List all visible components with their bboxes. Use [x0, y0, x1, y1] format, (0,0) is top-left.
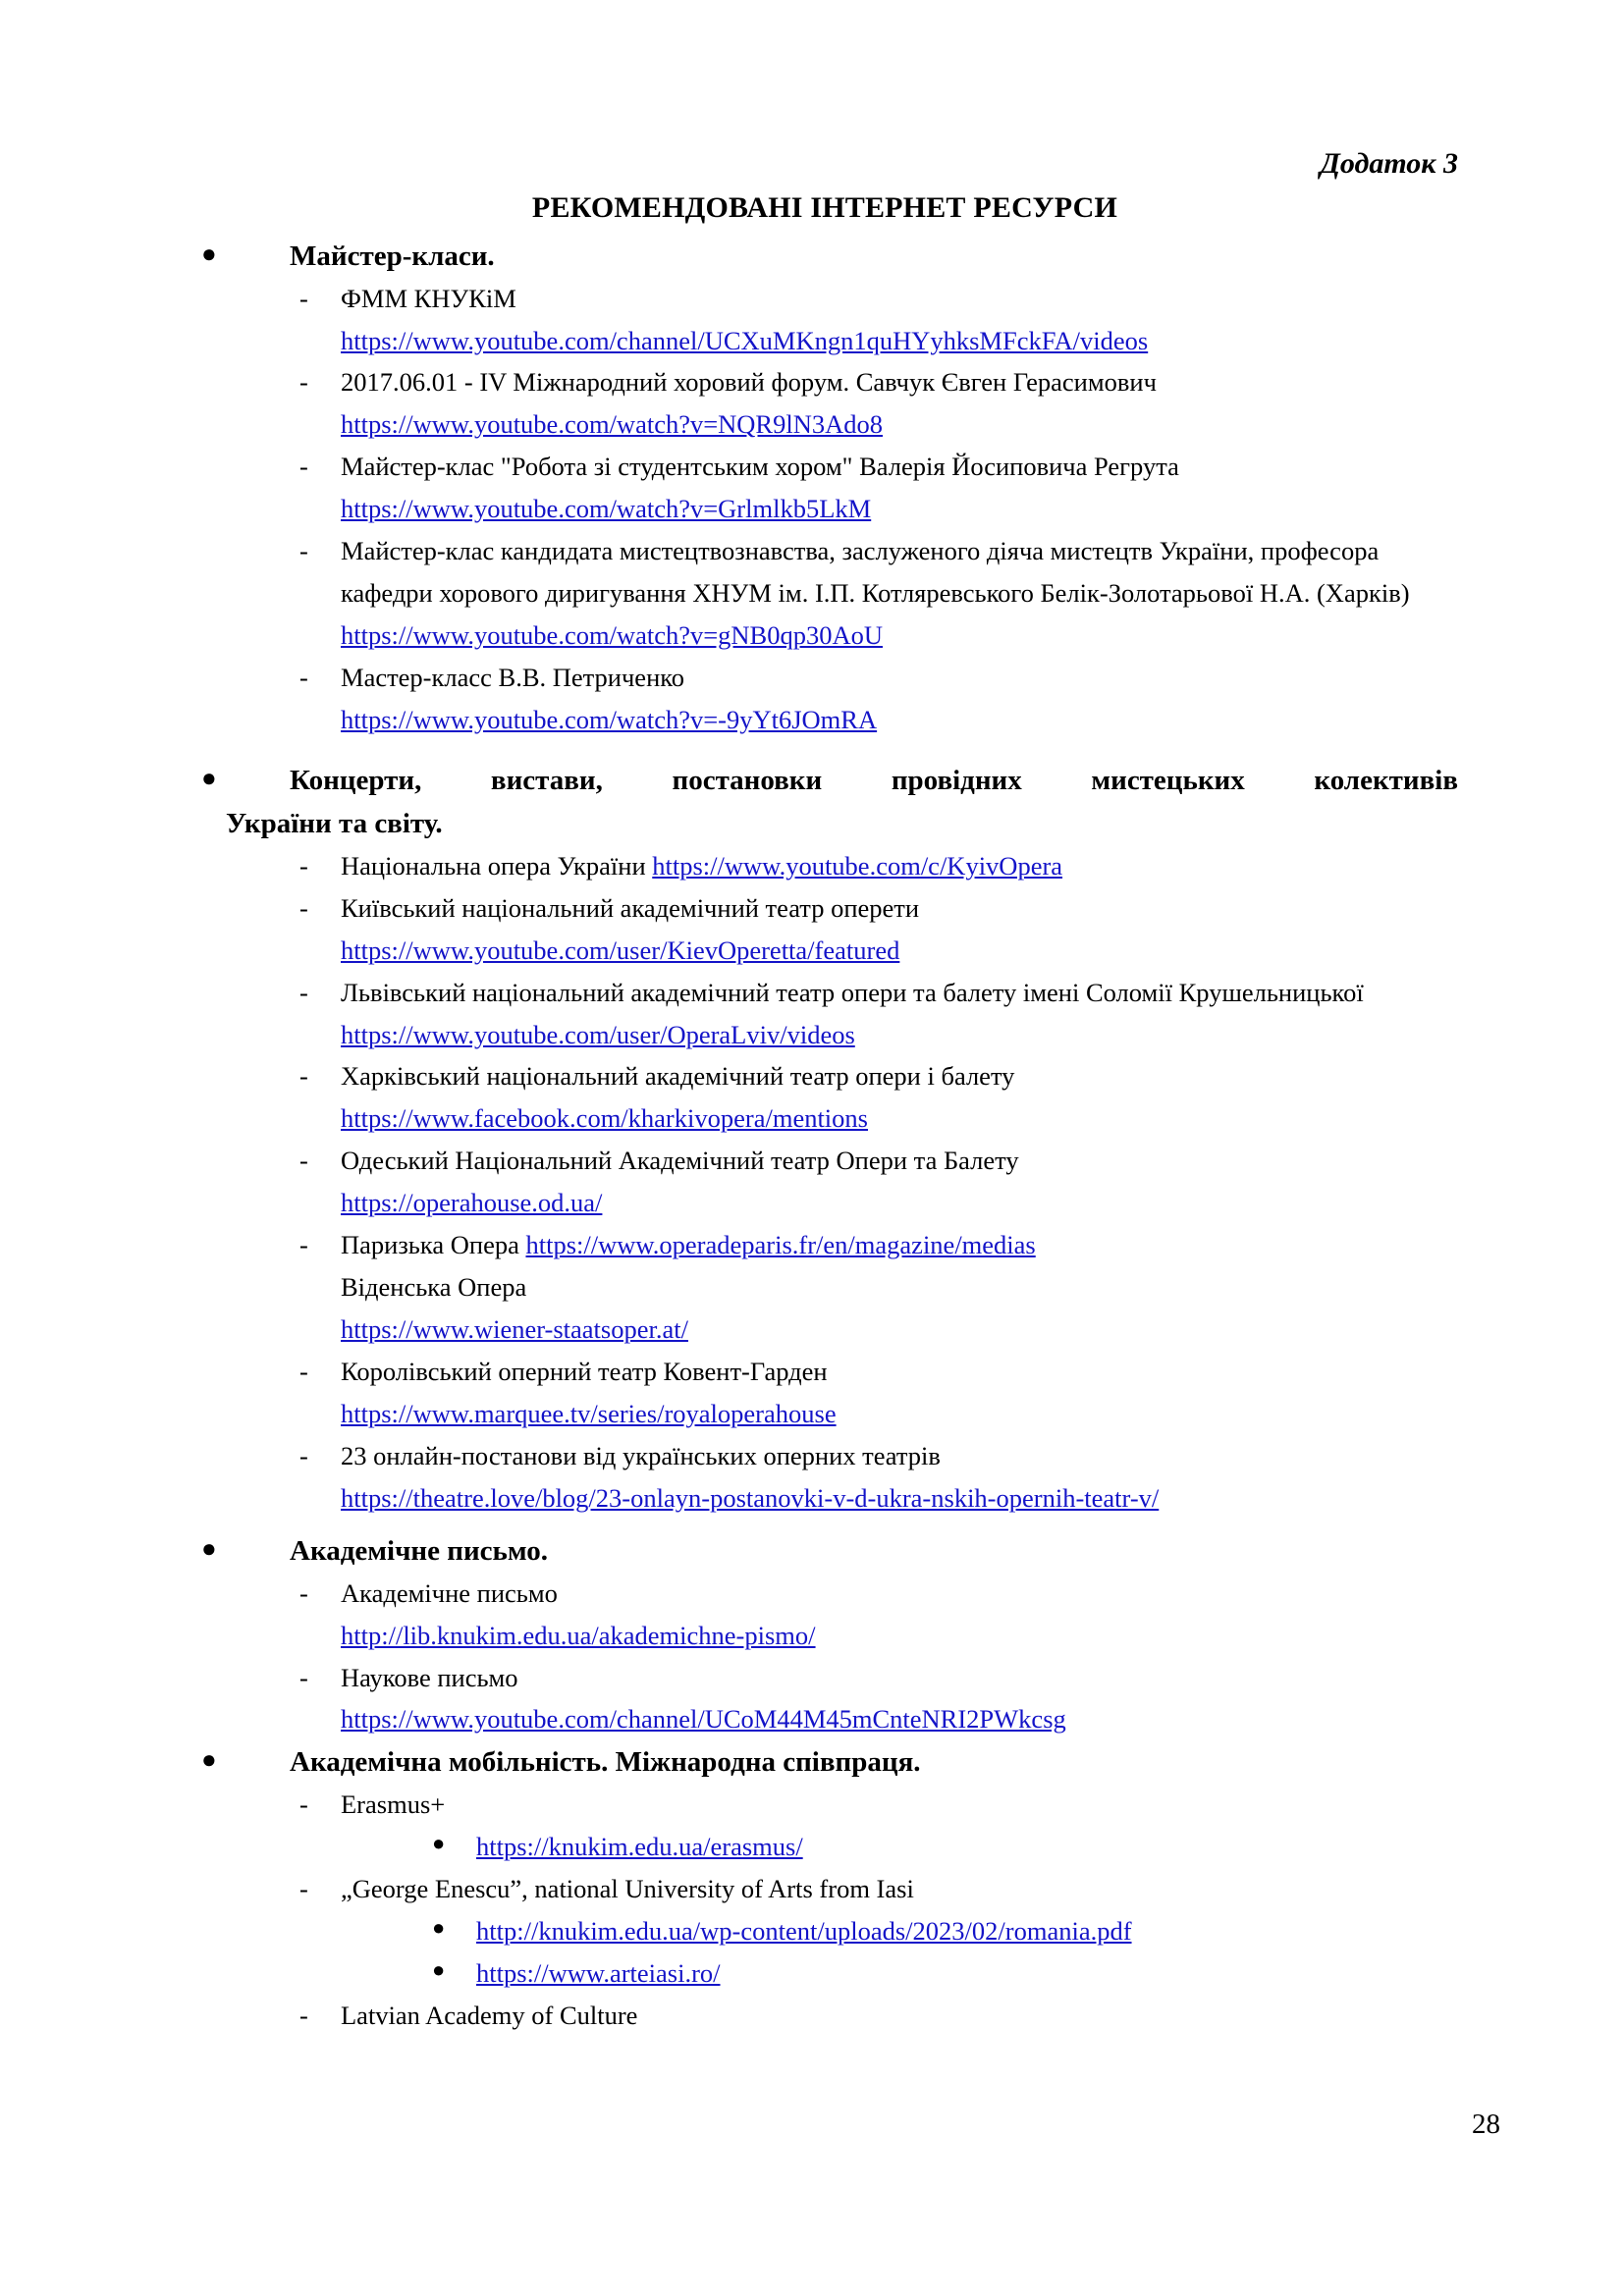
dash-icon: - — [299, 1662, 308, 1692]
list-item-link[interactable]: https://www.youtube.com/c/KyivOpera — [652, 850, 1063, 881]
list-item-label: Львівський національний академічний театр опери та балету імені Соломії Крушельницької — [341, 977, 1364, 1007]
dash-icon: - — [299, 850, 308, 881]
list-item — [191, 278, 1458, 362]
list-item — [191, 1573, 1458, 1657]
bullet-icon: ● — [201, 763, 217, 792]
list-item — [191, 1351, 1458, 1435]
list-item — [191, 1435, 1458, 1520]
sub-list-item-link[interactable]: http://knukim.edu.ua/wp-content/uploads/2023/02/romania.pdf — [476, 1916, 1132, 1947]
list-item-label: „George Enescu”, national University of Arts from Iasi — [341, 1874, 914, 1904]
section-heading-label: Майстер-класи. — [290, 240, 495, 272]
list-item — [191, 972, 1458, 1056]
list-item-label: Академічне письмо — [341, 1577, 558, 1608]
sub-list-item-link[interactable]: https://knukim.edu.ua/erasmus/ — [476, 1832, 803, 1862]
dash-icon: - — [299, 1874, 308, 1904]
dash-icon: - — [299, 1440, 308, 1470]
list-item-link[interactable]: https://www.youtube.com/watch?v=Grlmlkb5LkM — [341, 494, 872, 524]
page-content — [191, 147, 1458, 2037]
dash-icon: - — [299, 892, 308, 923]
list-item — [191, 1995, 1458, 2037]
dash-icon: - — [299, 1789, 308, 1820]
section-heading-masterclasses — [191, 235, 1458, 278]
list-item-link[interactable]: https://www.youtube.com/watch?v=NQR9lN3Ado8 — [341, 409, 883, 440]
list-item — [191, 361, 1458, 446]
list-item-label: Мастер-класс В.В. Петриченко — [341, 662, 685, 692]
dash-icon: - — [299, 452, 308, 482]
list-item-link[interactable]: https://www.youtube.com/user/OperaLviv/videos — [341, 1019, 855, 1049]
list-item-link[interactable]: https://www.operadeparis.fr/en/magazine/medias — [525, 1230, 1036, 1260]
section-heading-label-line2: України та світу. — [226, 807, 443, 839]
list-item-label: Майстер-клас кандидата мистецтвознавства, заслуженого діяча мистецтв України, професора кафедри хорового диригування ХНУМ ім. І.П. Котляревського Белік-Золотарьової Н.А. (Харків) — [341, 536, 1410, 609]
list-item-label: Latvian Academy of Culture — [341, 2001, 638, 2031]
list-item — [191, 657, 1458, 741]
sub-list-item — [191, 1826, 1458, 1868]
list-item-link[interactable]: https://www.youtube.com/user/KievOperetta/featured — [341, 934, 900, 965]
list-item-link[interactable]: https://www.youtube.com/channel/UCoM44M45mCnteNRI2PWkcsg — [341, 1704, 1066, 1735]
list-item-link[interactable]: https://www.marquee.tv/series/royaloperahouse — [341, 1398, 837, 1428]
sub-bullet-icon: ● — [432, 1915, 446, 1941]
dash-icon: - — [299, 283, 308, 313]
list-item-row — [341, 1224, 1458, 1266]
list-item-label: Національна опера України — [341, 850, 653, 881]
list-item-link[interactable]: https://www.facebook.com/kharkivopera/mentions — [341, 1103, 868, 1134]
list-item-link[interactable]: https://theatre.love/blog/23-onlayn-postanovki-v-d-ukra-nskih-opernih-teatr-v/ — [341, 1482, 1160, 1513]
list-item-row — [341, 972, 1458, 1056]
list-item-label: Паризька Опера — [341, 1230, 526, 1260]
list-item-label: 23 онлайн-постанови від українських оперних театрів — [341, 1440, 941, 1470]
list-item-label: Одеський Національний Академічний театр Опери та Балету — [341, 1146, 1019, 1176]
list-item-link[interactable]: https://www.youtube.com/watch?v=-9yYt6JOmRA — [341, 704, 878, 734]
list-item — [191, 1055, 1458, 1140]
page-number: 28 — [1472, 2109, 1500, 2140]
list-item-link[interactable]: http://lib.knukim.edu.ua/akademichne-pismo/ — [341, 1620, 816, 1650]
dash-icon: - — [299, 1230, 308, 1260]
section-heading-label-line1: Концерти, вистави, постановки провідних мистецьких колективів — [290, 764, 1458, 796]
list-item — [191, 530, 1458, 657]
list-item-row — [341, 845, 1458, 887]
list-item-label: ФММ КНУКіМ — [341, 283, 516, 313]
bullet-icon: ● — [201, 1745, 217, 1775]
list-item-label: Київський національний академічний театр оперети — [341, 892, 920, 923]
sub-bullet-icon: ● — [432, 1957, 446, 1983]
list-item-label-2: Віденська Опера — [341, 1272, 527, 1303]
dash-icon: - — [299, 2001, 308, 2031]
dash-icon: - — [299, 662, 308, 692]
list-item — [191, 845, 1458, 887]
dash-icon: - — [299, 1577, 308, 1608]
list-item-link-2[interactable]: https://www.wiener-staatsoper.at/ — [341, 1314, 688, 1345]
sub-list-item — [191, 1952, 1458, 1995]
list-item-label: Майстер-клас "Робота зі студентським хором" Валерія Йосиповича Регрута — [341, 452, 1179, 482]
list-item — [191, 1657, 1458, 1741]
list-item-link[interactable]: https://www.youtube.com/watch?v=gNB0qp30AoU — [341, 619, 883, 650]
list-item — [191, 1140, 1458, 1224]
appendix-label: Додаток 3 — [1320, 147, 1458, 180]
section-heading-label: Академічне письмо. — [290, 1534, 548, 1567]
list-item-label: Королівський оперний театр Ковент-Гарден — [341, 1356, 828, 1386]
sub-bullet-icon: ● — [432, 1831, 446, 1856]
dash-icon: - — [299, 536, 308, 566]
dash-icon: - — [299, 1356, 308, 1386]
dash-icon: - — [299, 367, 308, 398]
section-heading-concerts — [191, 759, 1458, 845]
section-heading-label: Академічна мобільність. Міжнародна співпраця. — [290, 1746, 921, 1779]
section-heading-mobility — [191, 1740, 1458, 1784]
list-item — [191, 1784, 1458, 1826]
list-item — [191, 887, 1458, 972]
bullet-icon: ● — [201, 239, 217, 268]
dash-icon: - — [299, 977, 308, 1007]
list-item-label: Erasmus+ — [341, 1789, 446, 1820]
dash-icon: - — [299, 1061, 308, 1092]
list-item-label: Харківський національний академічний театр опери і балету — [341, 1061, 1015, 1092]
page-title: РЕКОМЕНДОВАНІ ІНТЕРНЕТ РЕСУРСИ — [531, 190, 1118, 224]
sub-list-item — [191, 1910, 1458, 1952]
list-item — [191, 1224, 1458, 1351]
sub-list-item-link[interactable]: https://www.arteiasi.ro/ — [476, 1958, 721, 1989]
list-item-label: Наукове письмо — [341, 1662, 518, 1692]
list-item-link[interactable]: https://www.youtube.com/channel/UCXuMKngn1quHYyhksMFckFA/videos — [341, 325, 1149, 355]
dash-icon: - — [299, 1146, 308, 1176]
list-item-link[interactable]: https://operahouse.od.ua/ — [341, 1188, 603, 1218]
list-item — [191, 1868, 1458, 1910]
bullet-icon: ● — [201, 1533, 217, 1563]
section-heading-academic-writing — [191, 1529, 1458, 1573]
list-item-label: 2017.06.01 - IV Міжнародний хоровий форум. Савчук Євген Герасимович — [341, 367, 1157, 398]
list-item — [191, 446, 1458, 530]
